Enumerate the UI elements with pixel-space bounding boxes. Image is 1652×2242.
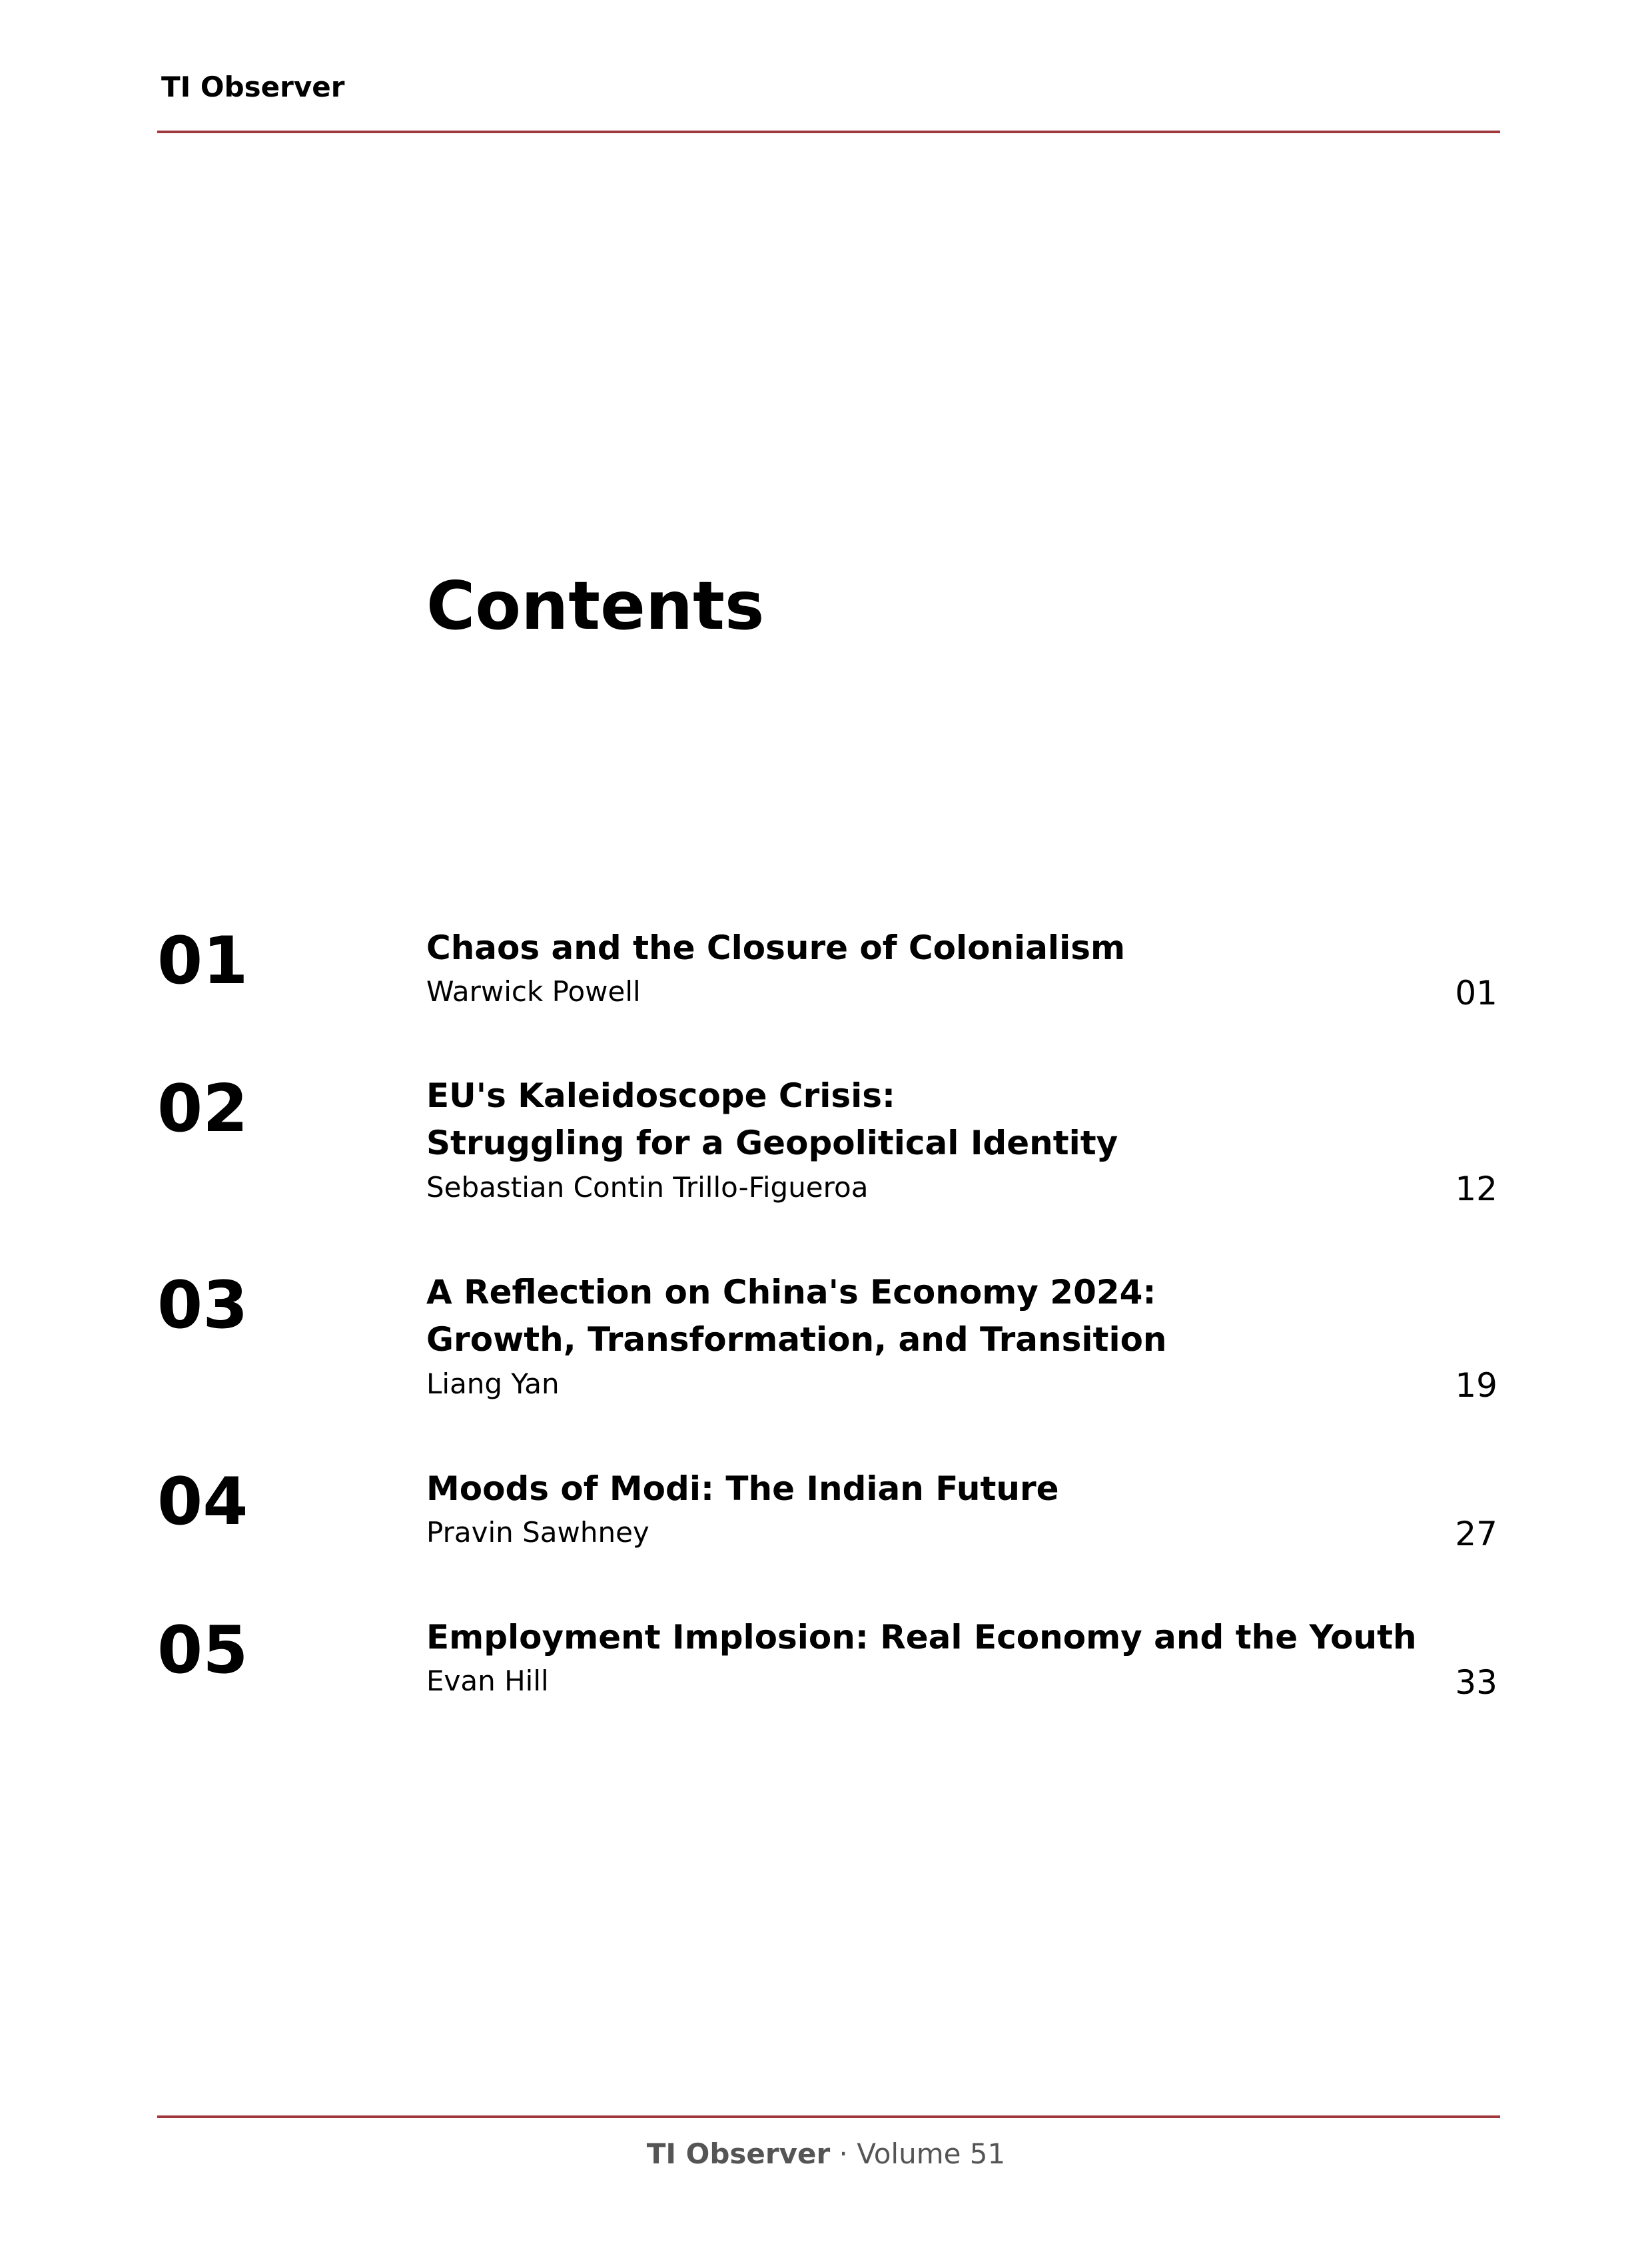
- toc-entry-number: 04: [157, 1464, 248, 1540]
- toc-entry-title: [426, 1072, 1118, 1167]
- toc-entry-title-line: Chaos and the Closure of Colonialism: [426, 929, 1126, 967]
- toc-entry-title: [426, 1614, 1417, 1661]
- header-divider: [157, 131, 1500, 133]
- toc-entry-page: 33: [1455, 1663, 1497, 1702]
- toc-entry-page: 19: [1455, 1366, 1497, 1405]
- toc-entry-number: 02: [157, 1071, 248, 1147]
- toc-entry-title-line: Growth, Transformation, and Transition: [426, 1320, 1167, 1359]
- toc-entry-author: Sebastian Contin Trillo-Figueroa: [426, 1171, 869, 1204]
- toc-entry-title-line: Moods of Modi: The Indian Future: [426, 1469, 1059, 1508]
- toc-entry-title: [426, 1269, 1167, 1363]
- toc-entry-title-line: Employment Implosion: Real Economy and the Youth: [426, 1618, 1417, 1657]
- toc-entry-author: Warwick Powell: [426, 975, 641, 1008]
- footer-brand: TI Observer: [646, 2137, 831, 2170]
- footer-separator: ·: [839, 2137, 848, 2170]
- page-title: Contents: [426, 567, 765, 645]
- toc-entry-author: Pravin Sawhney: [426, 1516, 649, 1549]
- header-title: TI Observer: [161, 71, 345, 103]
- toc-entry-number: 03: [157, 1268, 248, 1343]
- toc-entry-title-line: Struggling for a Geopolitical Identity: [426, 1124, 1118, 1162]
- toc-entry-title-line: EU's Kaleidoscope Crisis:: [426, 1076, 896, 1115]
- footer-divider: [157, 2115, 1500, 2118]
- toc-entry-page: 12: [1455, 1170, 1497, 1208]
- toc-entry-number: 05: [157, 1613, 248, 1688]
- toc-entry-author: Evan Hill: [426, 1665, 549, 1697]
- toc-entry-title: [426, 1465, 1059, 1513]
- toc-entry-author: Liang Yan: [426, 1367, 560, 1400]
- footer: [0, 2137, 1652, 2170]
- toc-entry-page: 01: [1455, 974, 1497, 1012]
- toc-entry-title-line: A Reflection on China's Economy 2024:: [426, 1273, 1156, 1311]
- toc-entry-title: [426, 925, 1125, 972]
- footer-volume: Volume 51: [857, 2137, 1006, 2170]
- toc-entry-number: 01: [157, 923, 248, 999]
- toc-entry-page: 27: [1455, 1515, 1497, 1553]
